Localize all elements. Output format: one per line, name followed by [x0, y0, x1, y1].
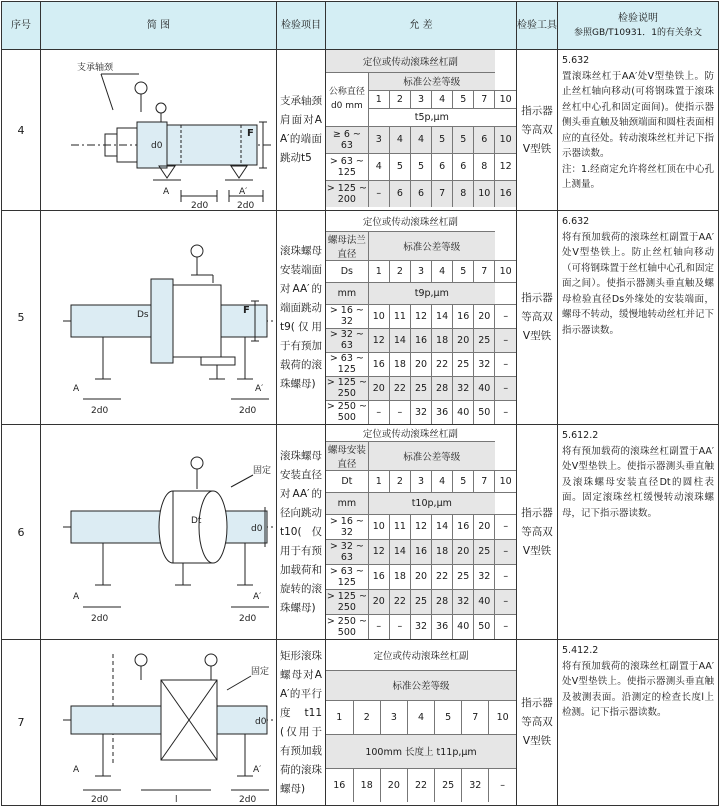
- tol-value: –: [495, 614, 516, 639]
- tol-value: 4: [368, 153, 389, 180]
- tol-param-label: 公称直径: [328, 87, 365, 97]
- diagram-label-a: A: [73, 591, 80, 602]
- tol-range: > 32 ~ 63: [326, 328, 368, 352]
- tol-value: 18: [389, 352, 410, 376]
- tol-unit: t9p,μm: [368, 282, 495, 304]
- diagram-label-2d0-right: 2d0: [237, 201, 255, 210]
- inspection-desc: 6.632 将有预加载荷的滚珠丝杠副置于AA′处V型垫铁上。防止丝杠轴向移动（可将钢珠置于丝杠轴中心孔和固定面之间）。使指示器测头垂直触及螺母检验直径Ds外缘处的安装端面，螺母不转动，缓慢地转动丝杠并记下指示器读数。: [558, 211, 719, 425]
- tolerance-table: [326, 425, 516, 639]
- tol-value: 12: [495, 153, 516, 180]
- tol-value: 14: [389, 539, 410, 564]
- tol-grade: 3: [410, 260, 431, 282]
- tol-value: 20: [474, 304, 495, 328]
- inspection-item: 支承轴颈肩面对AA′的端面跳动t5: [277, 50, 326, 211]
- tol-value: 10: [368, 514, 389, 539]
- tol-value: 4: [389, 126, 410, 153]
- tol-param-sym: Ds: [326, 260, 368, 282]
- tol-title: 定位或传动滚珠丝杠副: [326, 50, 495, 72]
- tol-row: [326, 768, 516, 802]
- tol-range: ≥ 6 ~ 63: [326, 126, 368, 153]
- diagram-label-support: 支承轴颈: [77, 63, 114, 73]
- tolerance-table: [326, 50, 516, 207]
- inspection-desc: 5.612.2 将有预加载荷的滚珠丝杠副置于AA′处V型垫铁上。使指示器测头垂直触及滚珠螺母安装直径Dt的圆柱表面。固定滚珠丝杠缓慢转动滚珠螺母，记下指示器读数。: [558, 425, 719, 640]
- tol-grade: 1: [368, 260, 389, 282]
- tol-range: > 16 ~ 32: [326, 304, 368, 328]
- diagram-runout-end-face: [41, 50, 277, 210]
- tol-value: 11: [389, 514, 410, 539]
- tol-grade: 3: [410, 470, 431, 492]
- tol-value: 18: [432, 328, 453, 352]
- tol-value: 14: [389, 328, 410, 352]
- tol-value: 22: [407, 768, 434, 802]
- tol-value: 16: [453, 304, 474, 328]
- tol-value: 12: [410, 304, 431, 328]
- diagram-label-fixed: 固定: [253, 465, 272, 476]
- diagram-label-a: A: [73, 765, 80, 775]
- tol-value: –: [368, 400, 389, 424]
- diagram-label-dt: Dt: [191, 515, 202, 526]
- tol-value: 8: [474, 153, 495, 180]
- tol-value: 10: [368, 304, 389, 328]
- row-no: 4: [2, 50, 41, 211]
- tol-value: 25: [453, 564, 474, 589]
- header-row: [2, 2, 719, 50]
- tol-title: 定位或传动滚珠丝杠副: [326, 425, 495, 441]
- tol-value: 40: [453, 400, 474, 424]
- tol-row: [326, 400, 516, 424]
- inspection-desc: 5.632 置滚珠丝杠于AA′处V型垫铁上。防止丝杠轴向移动(可将钢珠置于滚珠丝杠中心孔和固定面间)。使指示器侧头垂直触及轴颈端面和圆柱表面相应的直径处。转动滚珠丝杠并记下指示器读数。 注：1.经商定允许将丝杠顶在中心孔上测量。: [558, 50, 719, 211]
- header-desc-title: 检验说明: [618, 12, 658, 24]
- diagram-label-2d0-left: 2d0: [91, 795, 109, 805]
- tol-grade-label: 标准公差等级: [368, 72, 495, 90]
- tol-value: 36: [432, 400, 453, 424]
- tol-value: 11: [389, 304, 410, 328]
- tol-value: 28: [432, 589, 453, 614]
- table-row: [2, 50, 719, 211]
- tol-grade: 3: [410, 90, 431, 108]
- tol-value: 18: [432, 539, 453, 564]
- tol-param: [326, 72, 368, 126]
- tol-grade: 2: [353, 700, 380, 734]
- tol-title: 定位或传动滚珠丝杠副: [326, 640, 516, 670]
- tol-grade: 10: [495, 90, 516, 108]
- diagram-label-fixed: 固定: [251, 667, 270, 677]
- tol-param-sym: Dt: [326, 470, 368, 492]
- header-desc-sub: 参照GB/T10931．1的有关条文: [573, 27, 703, 38]
- tol-grade: 4: [407, 700, 434, 734]
- tol-value: 25: [410, 376, 431, 400]
- inspection-tool: 指示器等高双V型铁: [517, 50, 558, 211]
- tol-value: 25: [435, 768, 462, 802]
- tol-value: 16: [453, 514, 474, 539]
- inspection-tool: 指示器等高双V型铁: [517, 425, 558, 640]
- diagram-label-d0: d0: [251, 523, 263, 534]
- tol-value: 20: [453, 539, 474, 564]
- tol-value: –: [495, 400, 516, 424]
- tol-value: 14: [432, 304, 453, 328]
- tol-grade: 7: [462, 700, 489, 734]
- tol-range: > 125 ~ 250: [326, 377, 367, 399]
- tol-value: 40: [453, 614, 474, 639]
- tol-row: [326, 126, 516, 153]
- tolerance-table: [326, 640, 516, 802]
- tol-grade: 10: [489, 700, 516, 734]
- tol-value: 25: [474, 328, 495, 352]
- tol-value: 32: [474, 564, 495, 589]
- inspection-tool: 指示器等高双V型铁: [517, 211, 558, 425]
- tol-row: [326, 304, 516, 328]
- diagram-label-2d0-left: 2d0: [91, 613, 109, 624]
- tol-value: 16: [410, 539, 431, 564]
- tol-value: 4: [410, 126, 431, 153]
- tol-value: 10: [495, 126, 516, 153]
- tol-grade-row: [326, 260, 516, 282]
- tol-value: 6: [389, 180, 410, 207]
- tol-value: –: [495, 514, 516, 539]
- tol-value: 6: [474, 126, 495, 153]
- diagram-cell: [41, 640, 277, 806]
- diagram-label-a: A: [73, 383, 80, 394]
- diagram-label-2d0-right: 2d0: [239, 405, 257, 416]
- table-row: [2, 211, 719, 425]
- tol-value: –: [489, 768, 516, 802]
- tol-value: 10: [474, 180, 495, 207]
- diagram-label-a-prime: A′: [253, 765, 262, 775]
- tol-value: 36: [432, 614, 453, 639]
- diagram-cell: [41, 425, 277, 640]
- tol-grade: 4: [432, 470, 453, 492]
- diagram-label-a-prime: A′: [239, 187, 248, 197]
- tol-value: 18: [353, 768, 380, 802]
- tol-value: 20: [474, 514, 495, 539]
- diagram-label-a-prime: A′: [255, 383, 264, 394]
- tol-param-unit: mm: [326, 492, 368, 514]
- tol-grade: 5: [453, 90, 474, 108]
- tol-value: 20: [380, 768, 407, 802]
- tol-range: > 250 ~ 500: [326, 401, 367, 424]
- tol-value: 40: [474, 376, 495, 400]
- inspection-desc: 5.412.2 将有预加载荷的滚珠丝杠副置于AA′处V型垫铁上。使指示器测头垂直触及被测表面。沿测定的检查长度l上检测。记下指示器读数。: [558, 640, 719, 806]
- tolerance-cell: [326, 211, 517, 425]
- header-desc: [558, 2, 719, 50]
- tol-row: [326, 376, 516, 400]
- tol-value: 25: [474, 539, 495, 564]
- diagram-label-f: F: [247, 128, 254, 139]
- diagram-label-d0: d0: [255, 717, 267, 727]
- tol-grade: 7: [474, 90, 495, 108]
- table-row: [2, 425, 719, 640]
- tolerance-cell: [326, 50, 517, 211]
- tol-title: 定位或传动滚珠丝杠副: [326, 211, 495, 231]
- tol-value: 3: [368, 126, 389, 153]
- diagram-label-2d0-right: 2d0: [239, 613, 257, 624]
- tol-value: –: [495, 304, 516, 328]
- tol-grade: 4: [432, 260, 453, 282]
- tol-value: 20: [368, 376, 389, 400]
- row-no: 7: [2, 640, 41, 806]
- tol-grade: 5: [453, 260, 474, 282]
- tolerance-cell: [326, 425, 517, 640]
- diagram-label-f: F: [243, 304, 250, 316]
- header-tolerance: 允 差: [326, 2, 517, 50]
- tol-row: [326, 539, 516, 564]
- tol-value: 16: [326, 768, 353, 802]
- tol-grade-row: [326, 470, 516, 492]
- tol-unit: 100mm 长度上 t11p,μm: [326, 734, 516, 768]
- tol-value: 5: [410, 153, 431, 180]
- tol-value: 6: [432, 153, 453, 180]
- tol-value: 32: [474, 352, 495, 376]
- tol-row: [326, 514, 516, 539]
- tol-value: 16: [368, 352, 389, 376]
- table-row: [2, 640, 719, 806]
- tol-range: > 63 ~ 125: [326, 153, 368, 180]
- tol-value: 14: [432, 514, 453, 539]
- tol-value: 12: [368, 328, 389, 352]
- inspection-item: 矩形滚珠螺母对AA′的平行度t11(仅用于有预加载荷的滚珠螺母): [277, 640, 326, 806]
- inspection-tool: 指示器等高双V型铁: [517, 640, 558, 806]
- tol-grade: 4: [432, 90, 453, 108]
- tol-grade: 2: [389, 90, 410, 108]
- row-no: 6: [2, 425, 41, 640]
- tol-row: [326, 564, 516, 589]
- diagram-label-ds: Ds: [137, 309, 149, 320]
- tol-value: 40: [474, 589, 495, 614]
- tol-value: 50: [474, 400, 495, 424]
- tol-value: –: [495, 589, 516, 614]
- diagram-cell: [41, 50, 277, 211]
- tol-value: 8: [453, 180, 474, 207]
- tol-grade: 10: [495, 260, 516, 282]
- tol-grade: 1: [368, 470, 389, 492]
- tol-row: [326, 589, 516, 614]
- tol-value: –: [495, 352, 516, 376]
- tol-value: –: [389, 614, 410, 639]
- tol-value: 6: [410, 180, 431, 207]
- tol-value: 22: [389, 589, 410, 614]
- tol-grade-row: [326, 700, 516, 734]
- row-no: 5: [2, 211, 41, 425]
- tol-value: 16: [495, 180, 516, 207]
- tol-row: [326, 180, 516, 207]
- tol-grade: 7: [474, 260, 495, 282]
- tol-param-unit: mm: [326, 282, 368, 304]
- tol-row: [326, 352, 516, 376]
- tol-grade-label: 标准公差等级: [368, 441, 495, 470]
- tol-grade-label: 标准公差等级: [326, 670, 516, 700]
- tol-value: 25: [410, 589, 431, 614]
- tol-range: > 32 ~ 63: [326, 539, 368, 564]
- tol-grade: 1: [326, 700, 353, 734]
- tol-range: > 250 ~ 500: [326, 615, 367, 638]
- tol-grade: 2: [389, 260, 410, 282]
- diagram-label-d0: d0: [151, 141, 163, 151]
- tol-value: 12: [410, 514, 431, 539]
- tol-grade: 2: [389, 470, 410, 492]
- inspection-table: [1, 1, 719, 806]
- tol-param-label: 螺母法兰直径: [326, 231, 368, 260]
- tol-value: 22: [389, 376, 410, 400]
- tol-value: 50: [474, 614, 495, 639]
- diagram-rect-nut-parallelism: [41, 640, 277, 805]
- tol-value: 22: [432, 352, 453, 376]
- tol-range: > 125 ~ 200: [326, 180, 368, 207]
- tol-range: > 63 ~ 125: [326, 564, 368, 589]
- tol-value: –: [495, 328, 516, 352]
- tol-value: 18: [389, 564, 410, 589]
- inspection-item: 滚珠螺母安装直径对AA′的径向跳动t10(仅用于有预加载荷和旋转的滚珠螺母): [277, 425, 326, 640]
- inspection-item: 滚珠螺母安装端面对AA′的端面跳动t9(仅用于有预加载荷的滚珠螺母): [277, 211, 326, 425]
- tol-row: [326, 328, 516, 352]
- tol-value: 32: [453, 589, 474, 614]
- tol-value: 32: [453, 376, 474, 400]
- tol-value: –: [389, 400, 410, 424]
- tol-range: > 63 ~ 125: [326, 352, 368, 376]
- tol-range: > 16 ~ 32: [326, 514, 368, 539]
- tol-value: 6: [453, 153, 474, 180]
- diagram-nut-end-face: [41, 213, 277, 423]
- diagram-label-a-prime: A′: [253, 591, 262, 602]
- tol-value: 32: [410, 614, 431, 639]
- diagram-label-2d0-left: 2d0: [91, 405, 109, 416]
- header-item: 检验项目: [277, 2, 326, 50]
- diagram-label-l: l: [175, 795, 178, 805]
- tol-grade: 7: [474, 470, 495, 492]
- tol-value: –: [368, 180, 389, 207]
- tol-value: 28: [432, 376, 453, 400]
- tol-row: [326, 153, 516, 180]
- diagram-label-2d0-right: 2d0: [239, 795, 257, 805]
- tolerance-cell: [326, 640, 517, 806]
- tol-value: –: [495, 539, 516, 564]
- tol-value: 20: [410, 352, 431, 376]
- tol-param-unit: d0 mm: [330, 101, 363, 111]
- tol-grade: 5: [435, 700, 462, 734]
- tol-value: 25: [453, 352, 474, 376]
- diagram-label-2d0-left: 2d0: [191, 201, 209, 210]
- tol-unit: t5p,μm: [368, 108, 495, 126]
- diagram-cell: [41, 211, 277, 425]
- tolerance-table: [326, 211, 516, 424]
- tol-value: 32: [410, 400, 431, 424]
- tol-value: 16: [410, 328, 431, 352]
- tol-grade: 3: [380, 700, 407, 734]
- tol-value: 20: [410, 564, 431, 589]
- tol-grade: 10: [495, 470, 516, 492]
- tol-value: 22: [432, 564, 453, 589]
- tol-value: 5: [389, 153, 410, 180]
- tol-value: –: [368, 614, 389, 639]
- tol-value: –: [495, 564, 516, 589]
- tol-value: 16: [368, 564, 389, 589]
- tol-param-label: 螺母安装直径: [326, 441, 368, 470]
- header-diagram: 简 图: [41, 2, 277, 50]
- tol-value: 5: [453, 126, 474, 153]
- diagram-label-a: A: [163, 187, 170, 197]
- tol-value: –: [495, 376, 516, 400]
- tol-range: > 125 ~ 250: [326, 590, 367, 613]
- tol-grade-label: 标准公差等级: [368, 231, 495, 260]
- tol-unit: t10p,μm: [368, 492, 495, 514]
- tol-value: 20: [453, 328, 474, 352]
- tol-value: 32: [462, 768, 489, 802]
- header-no: 序号: [2, 2, 41, 50]
- tol-value: 12: [368, 539, 389, 564]
- diagram-nut-radial-runout: [41, 429, 277, 636]
- header-tool: 检验工具: [517, 2, 558, 50]
- tol-value: 7: [432, 180, 453, 207]
- tol-grade: 5: [453, 470, 474, 492]
- tol-value: 20: [368, 589, 389, 614]
- tol-row: [326, 614, 516, 639]
- tol-value: 5: [432, 126, 453, 153]
- tol-grade: 1: [368, 90, 389, 108]
